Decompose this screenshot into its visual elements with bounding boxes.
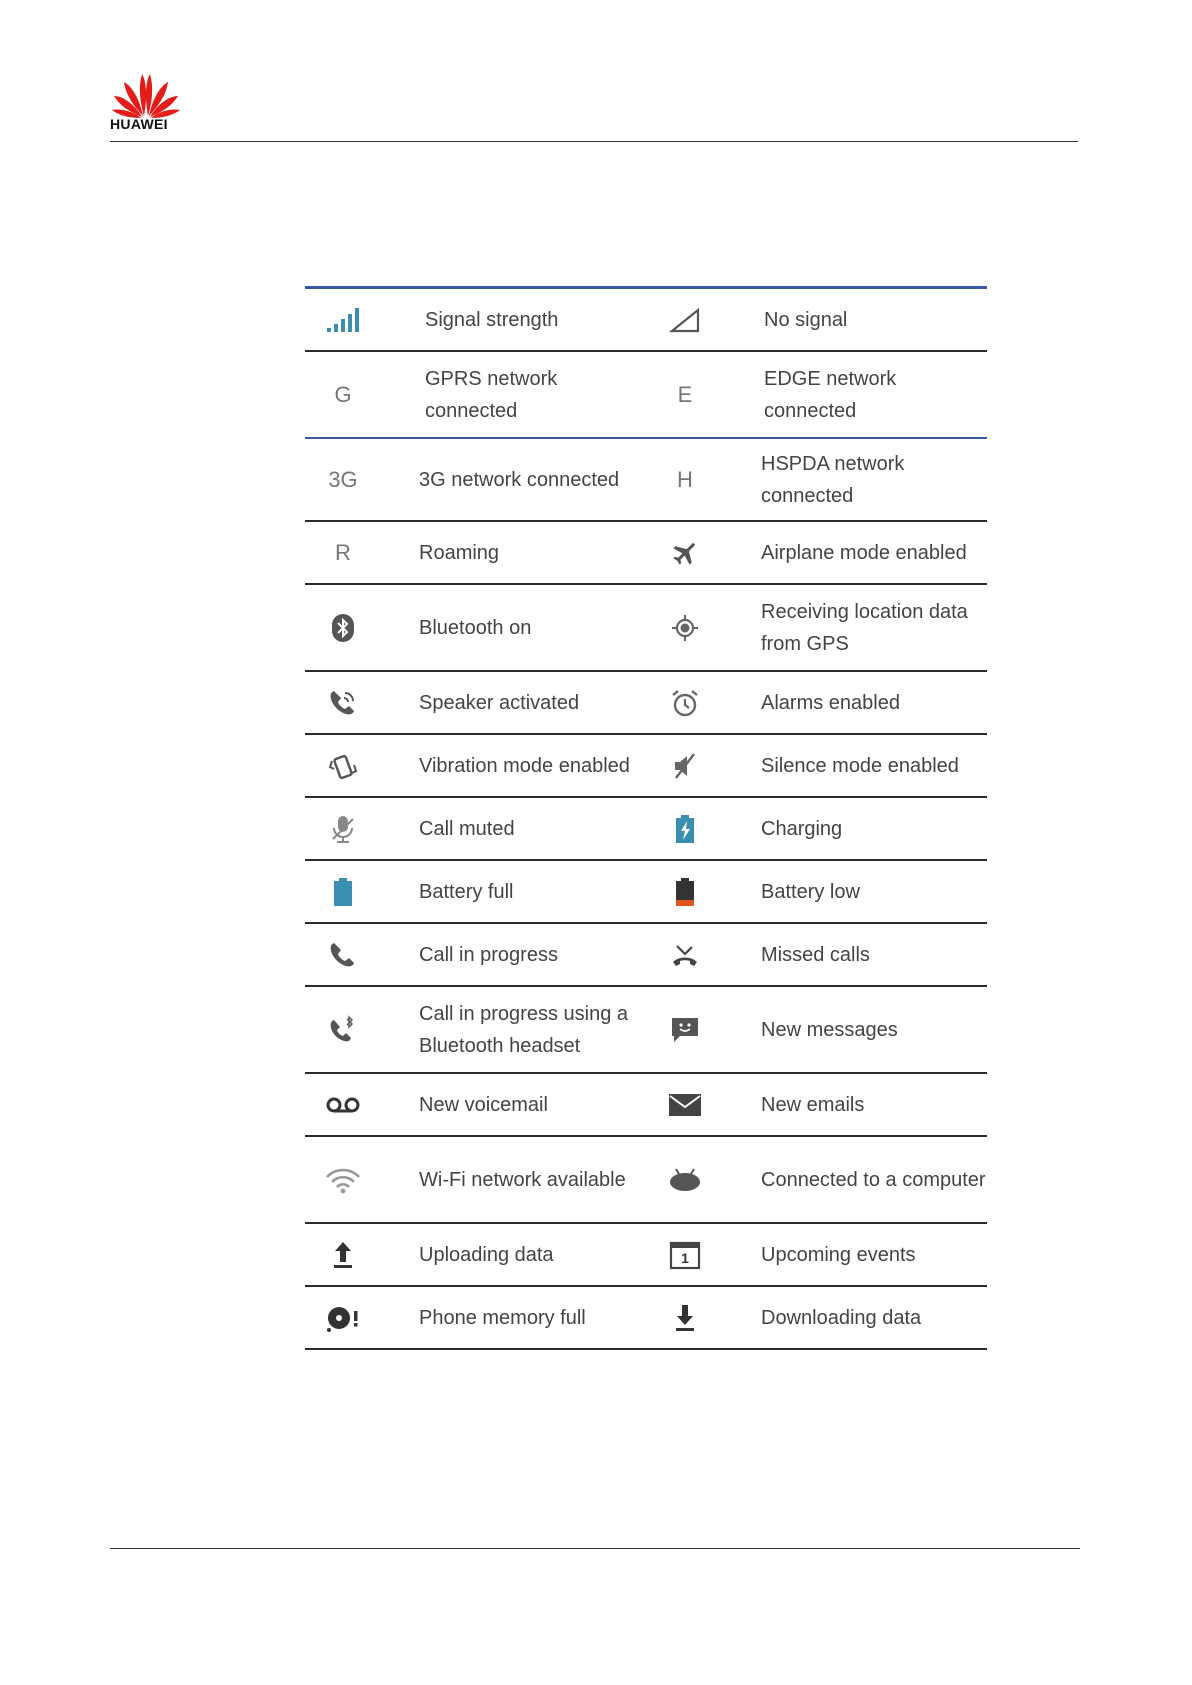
table-row [305, 1224, 987, 1287]
row-label: Downloading data [761, 1306, 922, 1329]
row-label: Missed calls [761, 943, 870, 966]
mic-muted-icon [313, 798, 373, 859]
row-label: Call muted [419, 817, 515, 840]
huawei-logo [110, 70, 186, 132]
row-label: No signal [764, 308, 848, 331]
gps-icon [655, 585, 715, 670]
no-signal-icon [655, 289, 715, 350]
call-icon [313, 924, 373, 985]
gprs-icon: G [334, 381, 352, 407]
brand-name: HUAWEI [110, 116, 168, 132]
row-label: GPRS network connected [425, 367, 558, 422]
row-label: Alarms enabled [761, 691, 900, 714]
row-label: 3G network connected [419, 468, 620, 491]
bluetooth-icon [313, 585, 373, 670]
row-label: Call in progress using a Bluetooth headset [419, 1002, 628, 1057]
battery-low-icon [655, 861, 715, 922]
3g-icon: 3G [328, 466, 358, 492]
table-row [305, 798, 987, 861]
memory-full-icon [313, 1287, 373, 1348]
download-icon [655, 1287, 715, 1348]
row-label: EDGE network connected [764, 367, 897, 422]
row-label: Battery full [419, 880, 514, 903]
status-icons-table [305, 286, 987, 1350]
row-label: Wi-Fi network available [419, 1168, 626, 1191]
huawei-flower-icon [110, 70, 182, 118]
table-row [305, 1287, 987, 1350]
table-row [305, 522, 987, 585]
missed-call-icon [655, 924, 715, 985]
table-row [305, 924, 987, 987]
row-label: Connected to a computer [761, 1168, 986, 1191]
vibration-icon [313, 735, 373, 796]
row-label: Phone memory full [419, 1306, 586, 1329]
footer-rule [110, 1548, 1080, 1549]
table-row [305, 289, 987, 352]
usb-computer-icon [655, 1137, 715, 1222]
edge-icon: E [677, 381, 693, 407]
table-row [305, 735, 987, 798]
table-row [305, 352, 987, 439]
battery-charging-icon [655, 798, 715, 859]
row-label: Vibration mode enabled [419, 754, 630, 777]
row-label: Battery low [761, 880, 860, 903]
signal-strength-icon [313, 289, 373, 350]
silence-icon [655, 735, 715, 796]
row-label: HSPDA network connected [761, 452, 905, 507]
calendar-day: 1 [681, 1249, 689, 1266]
email-icon [655, 1074, 715, 1135]
table-row [305, 439, 987, 522]
table-row [305, 585, 987, 672]
row-label: Uploading data [419, 1243, 554, 1266]
bluetooth-call-icon [313, 987, 373, 1072]
wifi-icon [313, 1137, 373, 1222]
header-rule [110, 141, 1078, 142]
message-icon [655, 987, 715, 1072]
alarm-icon [655, 672, 715, 733]
row-label: Roaming [419, 541, 500, 564]
row-label: New messages [761, 1018, 898, 1041]
row-label: Receiving location data from GPS [761, 600, 968, 655]
row-label: New emails [761, 1093, 865, 1116]
row-label: Upcoming events [761, 1243, 916, 1266]
table-row [305, 1074, 987, 1137]
hspda-icon: H [677, 466, 693, 492]
battery-full-icon [313, 861, 373, 922]
table-row [305, 861, 987, 924]
roaming-icon: R [335, 539, 351, 565]
upload-icon [313, 1224, 373, 1285]
table-row [305, 987, 987, 1074]
speaker-icon [313, 672, 373, 733]
table-row [305, 1137, 987, 1224]
row-label: Charging [761, 817, 843, 840]
row-label: Speaker activated [419, 691, 580, 714]
calendar-icon [655, 1224, 715, 1285]
row-label: New voicemail [419, 1093, 548, 1116]
row-label: Signal strength [425, 308, 559, 331]
table-row [305, 672, 987, 735]
row-label: Airplane mode enabled [761, 541, 967, 564]
airplane-icon [655, 522, 715, 583]
voicemail-icon [313, 1074, 373, 1135]
row-label: Silence mode enabled [761, 754, 959, 777]
row-label: Bluetooth on [419, 616, 532, 639]
row-label: Call in progress [419, 943, 558, 966]
